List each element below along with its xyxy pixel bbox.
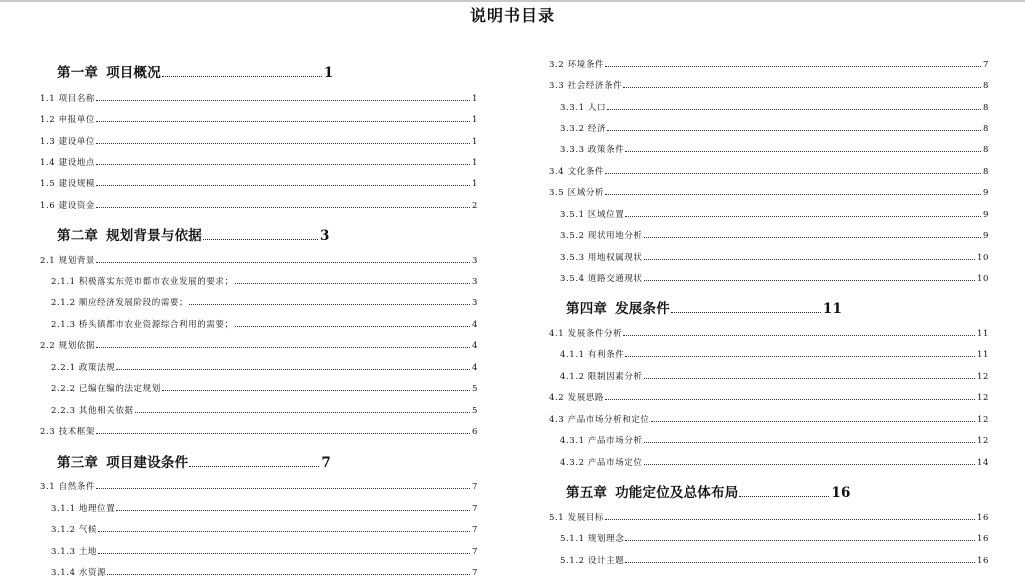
- page-number: 12: [976, 436, 989, 446]
- toc-entry[interactable]: [549, 327, 989, 339]
- dot-leader: [651, 420, 975, 422]
- page-number: 1: [471, 115, 478, 125]
- toc-entry[interactable]: [51, 275, 478, 287]
- dot-leader: [644, 463, 975, 465]
- chapter-number: 第四章: [566, 301, 608, 317]
- entry-title: 1.3 建设单位: [40, 137, 96, 147]
- dot-leader: [625, 539, 975, 541]
- toc-entry[interactable]: [40, 199, 478, 211]
- toc-entry[interactable]: [560, 208, 989, 220]
- dot-leader: [605, 65, 981, 67]
- page-number: 4: [471, 363, 478, 373]
- toc-entry[interactable]: [51, 545, 478, 557]
- toc-entry[interactable]: [560, 532, 989, 544]
- dot-leader: [625, 150, 981, 152]
- dot-leader: [607, 129, 981, 131]
- entry-title: 2.2 规划依据: [40, 341, 96, 351]
- toc-chapter-entry[interactable]: [57, 451, 331, 471]
- dot-leader: [96, 163, 470, 165]
- toc-entry[interactable]: [560, 554, 989, 566]
- toc-entry[interactable]: [51, 502, 478, 514]
- dot-leader: [96, 99, 470, 101]
- toc-entry[interactable]: [549, 391, 989, 403]
- toc-entry[interactable]: [40, 135, 478, 147]
- page-number: 8: [982, 124, 989, 134]
- dot-leader: [96, 261, 470, 263]
- page-number: 14: [976, 458, 989, 468]
- toc-entry[interactable]: [40, 92, 478, 104]
- entry-title: 4.2 发展思路: [549, 393, 605, 403]
- dot-leader: [116, 368, 470, 370]
- dot-leader: [644, 279, 975, 281]
- page-number: 1: [471, 179, 478, 189]
- dot-leader: [96, 120, 470, 122]
- entry-title: 3.1.4 水资源: [51, 568, 107, 578]
- dot-leader: [605, 398, 975, 400]
- entry-title: 3.3.1 人口: [560, 103, 607, 113]
- dot-leader: [107, 573, 470, 575]
- entry-title: 2.1.3 桥头镇都市农业资源综合利用的需要；: [51, 320, 234, 330]
- toc-entry[interactable]: [51, 318, 478, 330]
- entry-title: 2.1 规划背景: [40, 256, 96, 266]
- dot-leader: [162, 389, 470, 391]
- page-number: 10: [976, 274, 989, 284]
- entry-title: 3.5 区域分析: [549, 188, 605, 198]
- page-number: 3: [471, 256, 478, 266]
- page-top-border: [0, 0, 1025, 2]
- chapter-number: 第五章: [566, 485, 608, 501]
- page-number: 9: [982, 231, 989, 241]
- dot-leader: [235, 325, 470, 327]
- page-number: 8: [982, 167, 989, 177]
- page-number: 1: [471, 137, 478, 147]
- page-number: 7: [471, 568, 478, 578]
- page-number: 16: [976, 556, 989, 566]
- toc-entry[interactable]: [51, 523, 478, 535]
- page-number: 4: [471, 320, 478, 330]
- toc-entry[interactable]: [40, 425, 478, 437]
- chapter-title: 发展条件: [615, 301, 670, 317]
- toc-entry[interactable]: [40, 177, 478, 189]
- entry-title: 3.5.2 现状用地分析: [560, 231, 643, 241]
- page-number: 1: [471, 94, 478, 104]
- page-number: 7: [321, 455, 331, 471]
- dot-leader: [162, 75, 322, 77]
- page-number: 7: [982, 60, 989, 70]
- chapter-number: 第二章: [57, 228, 99, 244]
- page-number: 5: [471, 406, 478, 416]
- page-number: 16: [976, 513, 989, 523]
- page-number: 7: [471, 547, 478, 557]
- entry-title: 1.6 建设资金: [40, 201, 96, 211]
- dot-leader: [625, 561, 975, 563]
- entry-title: 3.3 社会经济条件: [549, 81, 623, 91]
- page-number: 3: [320, 228, 330, 244]
- dot-leader: [96, 346, 470, 348]
- page-number: 1: [323, 65, 334, 81]
- dot-leader: [203, 238, 318, 240]
- dot-leader: [98, 552, 470, 554]
- dot-leader: [644, 258, 975, 260]
- dot-leader: [607, 108, 981, 110]
- page-number: 3: [471, 277, 478, 287]
- page-number: 8: [982, 103, 989, 113]
- page-number: 16: [976, 534, 989, 544]
- toc-entry[interactable]: [40, 113, 478, 125]
- toc-entry[interactable]: [560, 456, 989, 468]
- toc-entry[interactable]: [549, 165, 989, 177]
- chapter-title: 规划背景与依据: [106, 228, 203, 244]
- dot-leader: [96, 142, 470, 144]
- toc-chapter-entry[interactable]: [57, 224, 330, 244]
- entry-title: 3.3.2 经济: [560, 124, 607, 134]
- page-number: 12: [976, 415, 989, 425]
- dot-leader: [739, 495, 829, 497]
- dot-leader: [98, 530, 470, 532]
- dot-leader: [605, 518, 975, 520]
- dot-leader: [235, 282, 470, 284]
- dot-leader: [189, 465, 319, 467]
- toc-entry[interactable]: [51, 566, 478, 578]
- page-number: 11: [976, 329, 989, 339]
- toc-entry[interactable]: [560, 122, 989, 134]
- entry-title: 4.3.2 产品市场定位: [560, 458, 643, 468]
- toc-entry[interactable]: [560, 434, 989, 446]
- dot-leader: [189, 303, 470, 305]
- dot-leader: [625, 355, 975, 357]
- dot-leader: [644, 236, 981, 238]
- toc-entry[interactable]: [560, 101, 989, 113]
- document-title: 说明书目录: [469, 6, 555, 25]
- toc-entry[interactable]: [51, 404, 478, 416]
- page-number: 5: [471, 384, 478, 394]
- entry-title: 1.2 申报单位: [40, 115, 96, 125]
- toc-entry[interactable]: [40, 156, 478, 168]
- dot-leader: [135, 411, 470, 413]
- dot-leader: [96, 184, 470, 186]
- chapter-number: 第三章: [57, 455, 99, 471]
- toc-entry[interactable]: [549, 186, 989, 198]
- toc-entry[interactable]: [560, 272, 989, 284]
- toc-entry[interactable]: [549, 511, 989, 523]
- page-number: 11: [822, 301, 843, 317]
- page-number: 9: [982, 210, 989, 220]
- entry-title: 5.1.2 设计主题: [560, 556, 625, 566]
- entry-title: 4.1.2 限制因素分析: [560, 372, 643, 382]
- dot-leader: [605, 193, 981, 195]
- entry-title: 2.1.1 积极落实东莞市都市农业发展的要求；: [51, 277, 234, 287]
- page-number: 3: [471, 298, 478, 308]
- entry-title: 3.3.3 政策条件: [560, 145, 625, 155]
- toc-entry[interactable]: [51, 361, 478, 373]
- dot-leader: [116, 509, 470, 511]
- dot-leader: [623, 86, 981, 88]
- page-number: 4: [471, 341, 478, 351]
- toc-chapter-entry[interactable]: [566, 297, 842, 317]
- toc-chapter-entry[interactable]: [57, 61, 334, 81]
- entry-title: 2.2.1 政策法规: [51, 363, 116, 373]
- page-number: 11: [976, 350, 989, 360]
- chapter-title: 项目概况: [106, 65, 161, 81]
- dot-leader: [96, 487, 470, 489]
- page-number: 2: [471, 201, 478, 211]
- entry-title: 4.1 发展条件分析: [549, 329, 623, 339]
- page-number: 7: [471, 525, 478, 535]
- dot-leader: [605, 172, 981, 174]
- page-number: 8: [982, 145, 989, 155]
- toc-entry[interactable]: [549, 413, 989, 425]
- chapter-title: 功能定位及总体布局: [615, 485, 739, 501]
- entry-title: 3.2 环境条件: [549, 60, 605, 70]
- toc-entry[interactable]: [40, 480, 478, 492]
- entry-title: 4.1.1 有利条件: [560, 350, 625, 360]
- entry-title: 3.1.1 地理位置: [51, 504, 116, 514]
- toc-entry[interactable]: [560, 143, 989, 155]
- entry-title: 3.5.3 用地权属现状: [560, 253, 643, 263]
- toc-entry[interactable]: [40, 254, 478, 266]
- toc-entry[interactable]: [549, 58, 989, 70]
- entry-title: 3.1.3 土地: [51, 547, 98, 557]
- entry-title: 4.3 产品市场分析和定位: [549, 415, 650, 425]
- page-number: 7: [471, 482, 478, 492]
- dot-leader: [96, 432, 470, 434]
- entry-title: 2.2.2 已编在编的法定规划: [51, 384, 161, 394]
- entry-title: 1.4 建设地点: [40, 158, 96, 168]
- toc-chapter-entry[interactable]: [566, 481, 851, 501]
- page-number: 12: [976, 372, 989, 382]
- dot-leader: [671, 311, 821, 313]
- entry-title: 2.2.3 其他相关依据: [51, 406, 134, 416]
- page-number: 12: [976, 393, 989, 403]
- entry-title: 3.5.1 区域位置: [560, 210, 625, 220]
- toc-entry[interactable]: [51, 382, 478, 394]
- dot-leader: [644, 377, 975, 379]
- page-number: 10: [976, 253, 989, 263]
- toc-entry[interactable]: [560, 370, 989, 382]
- page-number: 7: [471, 504, 478, 514]
- entry-title: 3.4 文化条件: [549, 167, 605, 177]
- dot-leader: [625, 215, 981, 217]
- page-number: 8: [982, 81, 989, 91]
- entry-title: 1.1 项目名称: [40, 94, 96, 104]
- toc-entry[interactable]: [51, 296, 478, 308]
- page-number: 1: [471, 158, 478, 168]
- toc-entry[interactable]: [40, 339, 478, 351]
- entry-title: 2.1.2 顺应经济发展阶段的需要；: [51, 298, 189, 308]
- entry-title: 5.1 发展目标: [549, 513, 605, 523]
- entry-title: 1.5 建设规模: [40, 179, 96, 189]
- toc-entry[interactable]: [560, 348, 989, 360]
- entry-title: 4.3.1 产品市场分析: [560, 436, 643, 446]
- toc-entry[interactable]: [560, 229, 989, 241]
- page-number: 9: [982, 188, 989, 198]
- toc-entry[interactable]: [560, 251, 989, 263]
- dot-leader: [96, 206, 470, 208]
- entry-title: 3.1.2 气候: [51, 525, 98, 535]
- entry-title: 3.1 自然条件: [40, 482, 96, 492]
- page-number: 16: [831, 485, 851, 501]
- toc-entry[interactable]: [549, 79, 989, 91]
- entry-title: 3.5.4 道路交通现状: [560, 274, 643, 284]
- chapter-number: 第一章: [57, 65, 99, 81]
- dot-leader: [644, 441, 975, 443]
- page-number: 6: [471, 427, 478, 437]
- chapter-title: 项目建设条件: [106, 455, 189, 471]
- entry-title: 2.3 技术框架: [40, 427, 96, 437]
- entry-title: 5.1.1 规划理念: [560, 534, 625, 544]
- dot-leader: [623, 334, 975, 336]
